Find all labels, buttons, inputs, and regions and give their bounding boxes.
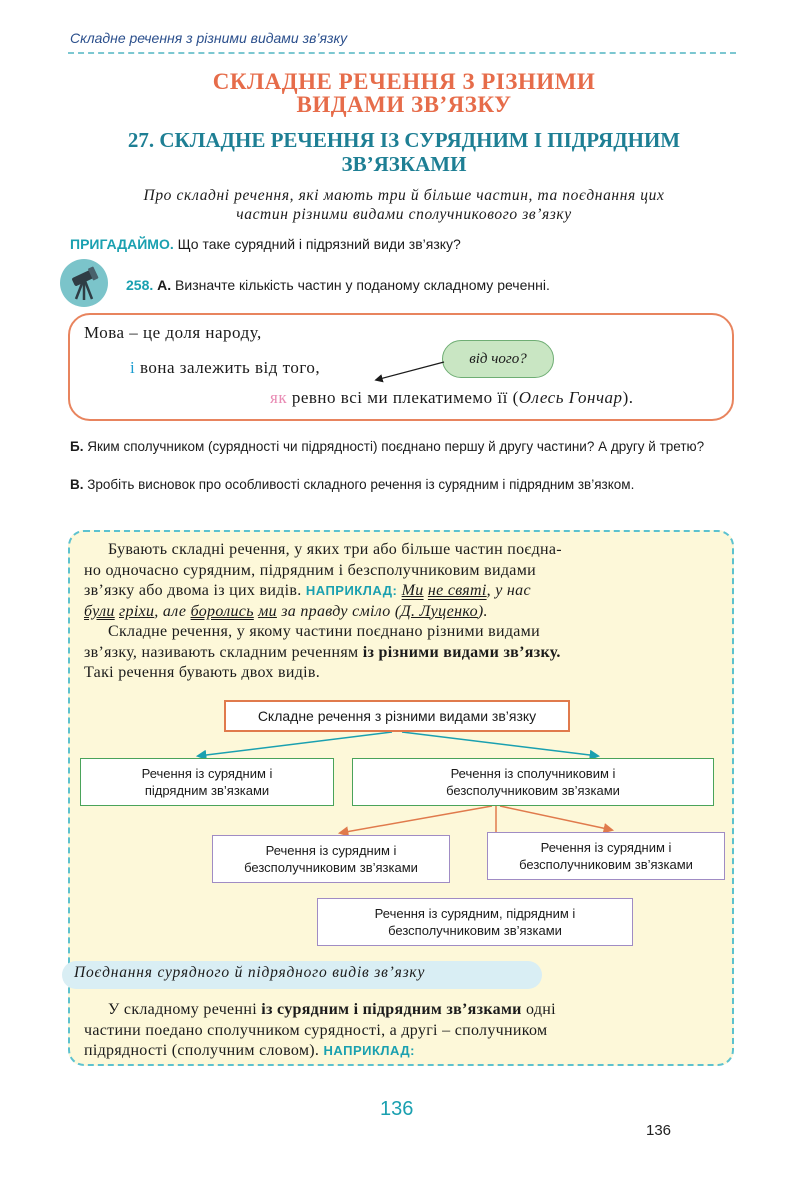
theory-p3-line-2: частини поедано сполучником сурядності, а другі – сполучником: [84, 1021, 548, 1039]
recall-text: Що таке сурядний і підрязний види зв’язку?: [177, 236, 461, 252]
lesson-subtitle-line-1: Про складні речення, які мають три й більше частин, та поєднання цих: [143, 187, 665, 204]
arrow-root-right: [402, 732, 598, 756]
arrow-bubble-to-sentence: [376, 362, 444, 380]
theory-p3-line-3: [84, 1041, 720, 1062]
diagram-root-box: [224, 700, 570, 732]
lesson-title-line-2: ЗВ’ЯЗКАМИ: [341, 152, 467, 176]
theory-p2-bold: із різними видами зв’язку.: [362, 643, 561, 661]
section-title-line-1: СКЛАДНЕ РЕЧЕННЯ З РІЗНИМИ: [212, 69, 596, 94]
task-b-text: Яким сполучником (сурядності чи підрядності) поєднано першу й другу частини? А другу й третю?: [87, 439, 705, 454]
page-number-center: 136: [380, 1098, 414, 1120]
theory-p1-line-2: но одночасно сурядним, підрядним і безсполучниковим видами: [84, 561, 536, 579]
diagram-sub3-box: [317, 898, 633, 946]
lesson-title-line-1: 27. СКЛАДНЕ РЕЧЕННЯ ІЗ СУРЯДНИМ І ПІДРЯДНИМ: [127, 128, 681, 152]
running-header: Складне речення з різними видами зв’язку: [70, 30, 348, 46]
task-c-letter: В.: [70, 477, 84, 492]
theory-p1-line-1: Бувають складні речення, у яких три або більше частин поєдна-: [108, 541, 562, 558]
example-word-3: були: [84, 602, 115, 620]
conjunction-yak: як: [270, 388, 288, 407]
arrow-right-sub1: [340, 806, 492, 833]
task-a-text: Визначте кількість частин у поданому складному реченні.: [175, 277, 550, 293]
example-text-3: за правду сміло (: [281, 602, 401, 620]
recall-keyword: ПРИГАДАЙМО.: [70, 236, 174, 252]
diagram-left-box: [80, 758, 334, 806]
diagram-right-box: [352, 758, 714, 806]
theory-p3-end: одні: [525, 1001, 556, 1018]
diagram-sub1-label: Речення із сурядним і безсполучниковим зв’язками: [244, 843, 418, 875]
theory-p3-line-1: [84, 1000, 720, 1021]
example-word-2: не святі: [427, 582, 487, 599]
example-word-6: ми: [258, 602, 277, 620]
theory-p3-bold: із сурядним і підрядним зв’язками: [261, 1001, 522, 1018]
arrow-root-left: [198, 732, 392, 756]
example-line-3-text: ревно всі ми плекатимемо її (: [291, 388, 519, 407]
example-word-4: гріхи: [119, 602, 155, 620]
theory-p3-start: У складному реченні: [108, 1001, 257, 1018]
task-c-text: Зробіть висновок про особливості складного речення із сурядним і підрядним зв’язком.: [87, 477, 635, 492]
arrow-right-sub2: [500, 806, 612, 830]
example-word-5: боролись: [190, 602, 254, 620]
subsection-title: Поєднання сурядного й підрядного видів зв’язку: [74, 964, 426, 981]
task-b-letter: Б.: [70, 439, 84, 454]
diagram-root-label: Складне речення з різними видами зв’язку: [257, 707, 537, 724]
example-line-3-end: ).: [622, 388, 634, 407]
exercise-number: 258.: [126, 277, 154, 293]
example-text-4: ).: [477, 602, 488, 620]
theory-p2-line-3: Такі речення бувають двох видів.: [84, 664, 321, 681]
example-text-2: , але: [154, 602, 187, 620]
question-bubble: від чого?: [442, 340, 554, 378]
example-author: Олесь Гончар: [518, 388, 623, 407]
theory-p2-line-1: Складне речення, у якому частини поєднано різними видами: [108, 623, 540, 640]
page-number-right: 136: [646, 1122, 672, 1139]
example-word-1: Ми: [401, 582, 424, 599]
example-line-1: Мова – це доля народу,: [84, 323, 262, 342]
conjunction-i: і: [130, 358, 136, 377]
example-text-1: , у нас: [486, 582, 531, 599]
theory-paragraph-3: [84, 1000, 720, 1062]
diagram-left-label: Речення із сурядним і підрядним зв’язками: [141, 766, 273, 798]
diagram-sub3-label: Речення із сурядним, підрядним і безсполучниковим зв’язками: [374, 906, 576, 938]
example-keyword: НАПРИКЛАД:: [305, 583, 398, 598]
diagram-sub1-box: [212, 835, 450, 883]
task-a-letter: А.: [157, 277, 172, 293]
diagram-sub2-label: Речення із сурядним і безсполучниковим зв’язками: [519, 840, 693, 872]
section-title-line-2: ВИДАМИ ЗВ’ЯЗКУ: [296, 92, 512, 117]
theory-p1-line-3-text: зв’язку або двома із цих видів.: [84, 582, 302, 599]
diagram-right-label: Речення із сполучниковим і безсполучниковим зв’язками: [446, 766, 620, 798]
example-keyword-2: НАПРИКЛАД:: [323, 1043, 415, 1058]
theory-p3-line-3-text: підрядності (сполучним словом).: [84, 1042, 320, 1059]
lesson-subtitle-line-2: частин різними видами сполучникового зв’язку: [236, 206, 572, 223]
example-author-2: Д. Луценко: [400, 602, 478, 620]
example-line-2-text: вона залежить від того,: [139, 358, 321, 377]
theory-p2-mid: зв’язку, називають складним реченням: [84, 643, 359, 661]
diagram-sub2-box: [487, 832, 725, 880]
